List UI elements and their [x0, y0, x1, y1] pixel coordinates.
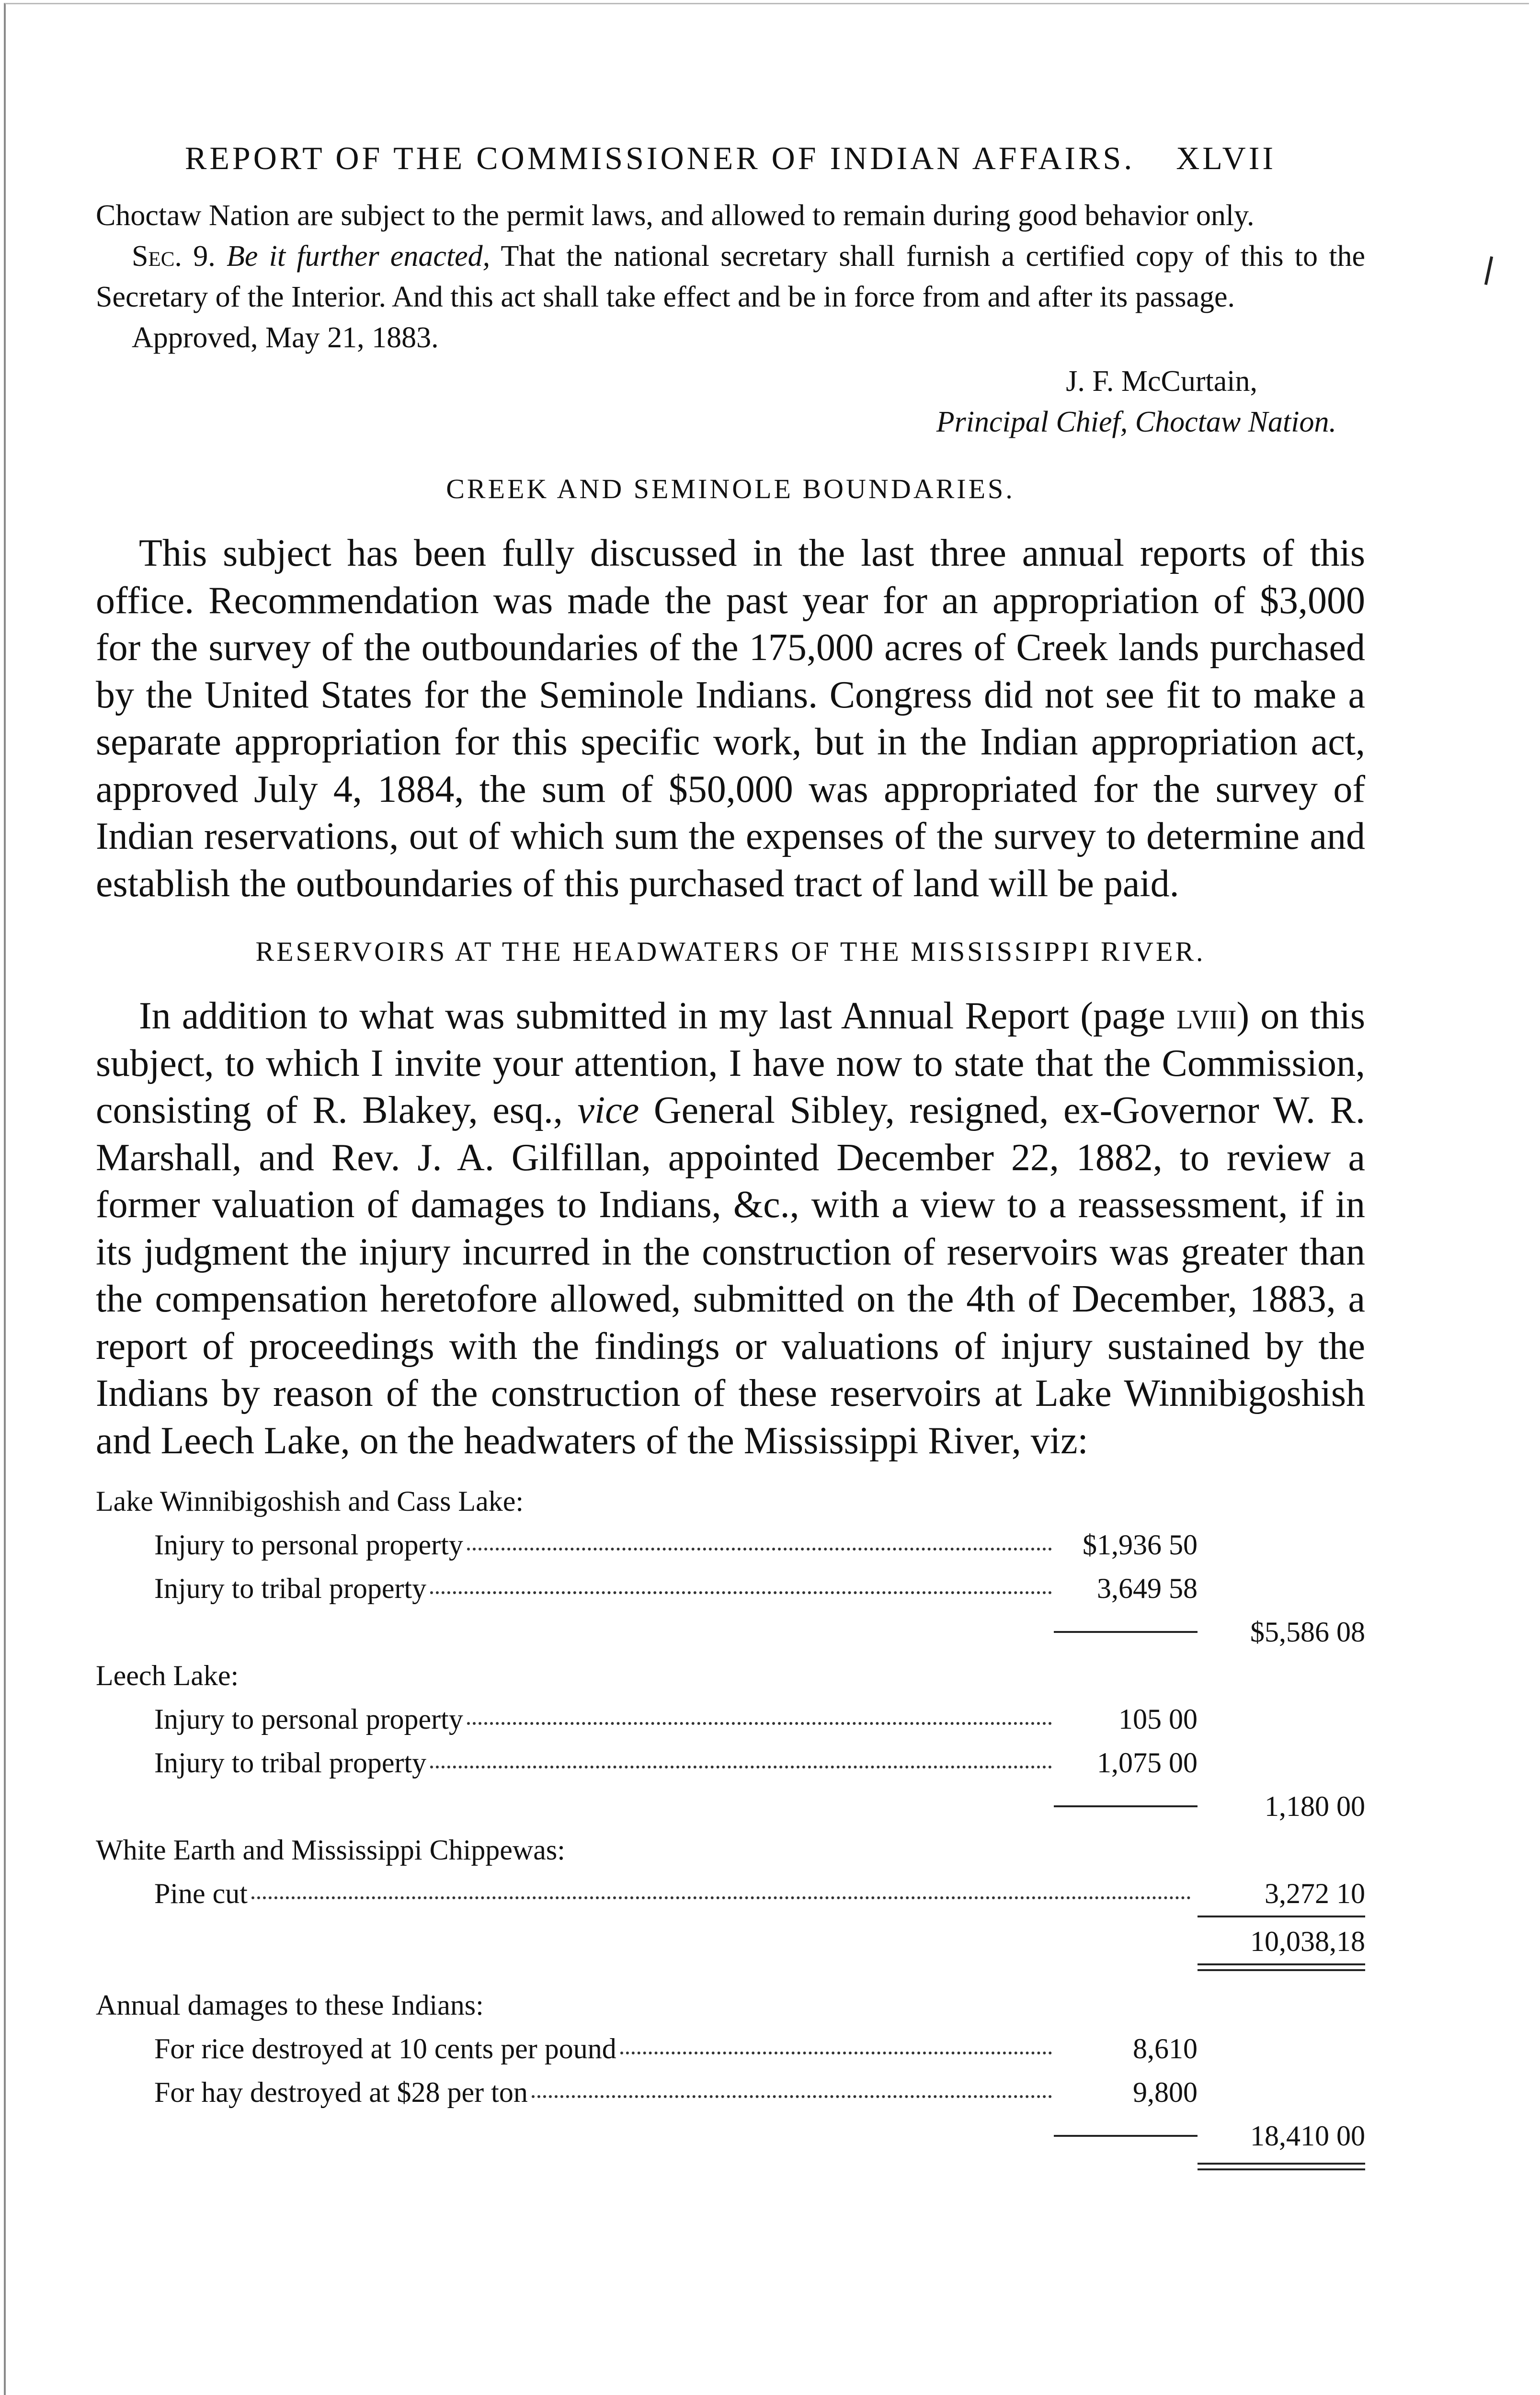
header-page-numeral: XLVII	[1176, 140, 1277, 176]
section-label: Sec. 9.	[132, 240, 216, 273]
document-page	[96, 129, 1365, 2170]
item-amount: 9,800	[1133, 2076, 1198, 2108]
subtotal-amount: 1,180 00	[1265, 1791, 1365, 1822]
item-amount: 8,610	[1133, 2033, 1198, 2064]
table-row	[96, 1523, 1365, 1567]
dot-leader	[251, 1896, 1191, 1899]
sum-rule	[1054, 1805, 1198, 1807]
sum-rule	[1054, 2135, 1198, 2137]
subtotal-amount: 18,410 00	[1250, 2120, 1365, 2152]
group-heading	[96, 1984, 1365, 2027]
table-row	[96, 2027, 1365, 2071]
creek-seminole-paragraph: This subject has been fully discussed in the last three annual reports of this office. Recommendation was made the past year for an appropriation of $3,000 for the survey of the outboundaries of the 175,000 acres of Creek lands purchased by the United States for the Seminole Indians. Congress did not see fit to make a separate appropriation for this specific work, but in the Indian appropriation act, approved July 4, 1884, the sum of $50,000 was appropriated for the survey of Indian reservations, out of which sum the expenses of the survey to determine and establish the outboundaries of this purchased tract of land will be paid.	[96, 532, 1365, 905]
table-row	[96, 2071, 1365, 2114]
subtotal-row	[96, 1785, 1365, 1828]
group-heading-label: Leech Lake:	[96, 1660, 239, 1691]
dot-leader	[430, 1766, 1052, 1768]
total-row	[96, 1916, 1365, 1963]
dot-leader	[532, 2095, 1052, 2098]
act-conclusion	[96, 195, 1365, 358]
item-label: Injury to personal property	[154, 1529, 463, 1561]
section-heading-reservoirs: RESERVOIRS AT THE HEADWATERS OF THE MISSISSIPPI RIVER.	[255, 936, 1206, 967]
section-nine-text: That the national secretary shall furnish a certified copy of this to the Secretary of the Interior. And this act shall take effect and be in force from and after its passage.	[96, 240, 1365, 313]
reservoirs-text-3: General Sibley, resigned, ex-Governor W. R. Marshall, and Rev. J. A. Gilfillan, appointed December 22, 1882, to review a former valuation of damages to Indians, &c., with a view to a reassessment, if in its judgment the injury incurred in the construction of reservoirs was greater than the compensation heretofore allowed, submitted on the 4th of December, 1883, a report of proceedings with the findings or valuations of injury sustained by the Indians by reason of the construction of these reservoirs at Lake Winnibigoshish and Leech Lake, on the headwaters of the Mississippi River, viz:	[96, 1089, 1366, 1462]
total-amount: 10,038,18	[1198, 1916, 1365, 1965]
double-rule	[1198, 2163, 1365, 2170]
subtotal-row	[96, 1610, 1365, 1654]
group-heading	[96, 1480, 1365, 1523]
item-amount: $1,936 50	[1083, 1529, 1198, 1561]
item-label: Pine cut	[154, 1878, 248, 1909]
table-row	[96, 1741, 1365, 1785]
item-amount: 3,272 10	[1265, 1878, 1365, 1909]
running-header	[96, 129, 1365, 187]
reservoirs-text-1: In addition to what was submitted in my last Annual Report (page	[139, 995, 1165, 1037]
item-label: For hay destroyed at $28 per ton	[154, 2076, 528, 2108]
damages-table	[96, 1480, 1365, 2170]
table-row	[96, 1567, 1365, 1610]
item-amount: 1,075 00	[1097, 1747, 1198, 1779]
table-row	[96, 1872, 1365, 1916]
approval-date: Approved, May 21, 1883.	[132, 321, 439, 354]
item-amount: 105 00	[1118, 1703, 1198, 1735]
table-row	[96, 1698, 1365, 1741]
reservoirs-section	[96, 992, 1365, 1464]
group-heading	[96, 1828, 1365, 1872]
subtotal-row	[96, 2114, 1365, 2158]
creek-seminole-section	[96, 530, 1365, 907]
section-heading-creek-seminole: CREEK AND SEMINOLE BOUNDARIES.	[446, 473, 1015, 504]
page-reference: lviii	[1176, 995, 1237, 1037]
dot-leader	[430, 1591, 1052, 1594]
group-heading-label: White Earth and Mississippi Chippewas:	[96, 1834, 565, 1866]
header-title: REPORT OF THE COMMISSIONER OF INDIAN AFFAIRS.	[184, 140, 1135, 176]
signatory-title: Principal Chief, Choctaw Nation.	[936, 406, 1336, 438]
dot-leader	[467, 1722, 1052, 1725]
reservoirs-text-2: ) on this subject, to which I invite your attention, I have now to state that the Commission, consisting of R. Blakey, esq.,	[96, 995, 1365, 1131]
act-paragraph: Choctaw Nation are subject to the permit laws, and allowed to remain during good behavior only.	[96, 199, 1255, 232]
group-heading-label: Annual damages to these Indians:	[96, 1989, 484, 2021]
reservoirs-paragraph	[96, 992, 1365, 1464]
item-label: Injury to tribal property	[154, 1747, 427, 1779]
section-nine-paragraph	[96, 236, 1365, 318]
item-label: Injury to personal property	[154, 1703, 463, 1735]
subtotal-amount: $5,586 08	[1250, 1616, 1365, 1648]
vice-term: vice	[577, 1089, 639, 1131]
signature-block	[96, 361, 1365, 443]
item-label: For rice destroyed at 10 cents per pound	[154, 2033, 616, 2064]
enacting-clause: Be it further enacted,	[227, 240, 491, 273]
sum-rule	[1054, 1631, 1198, 1633]
group-heading-label: Lake Winnibigoshish and Cass Lake:	[96, 1485, 524, 1517]
dot-leader	[467, 1548, 1052, 1551]
group-heading	[96, 1654, 1365, 1698]
signatory-name: J. F. McCurtain,	[1066, 365, 1257, 398]
dot-leader	[620, 2052, 1052, 2054]
item-amount: 3,649 58	[1097, 1573, 1198, 1604]
item-label: Injury to tribal property	[154, 1573, 427, 1604]
